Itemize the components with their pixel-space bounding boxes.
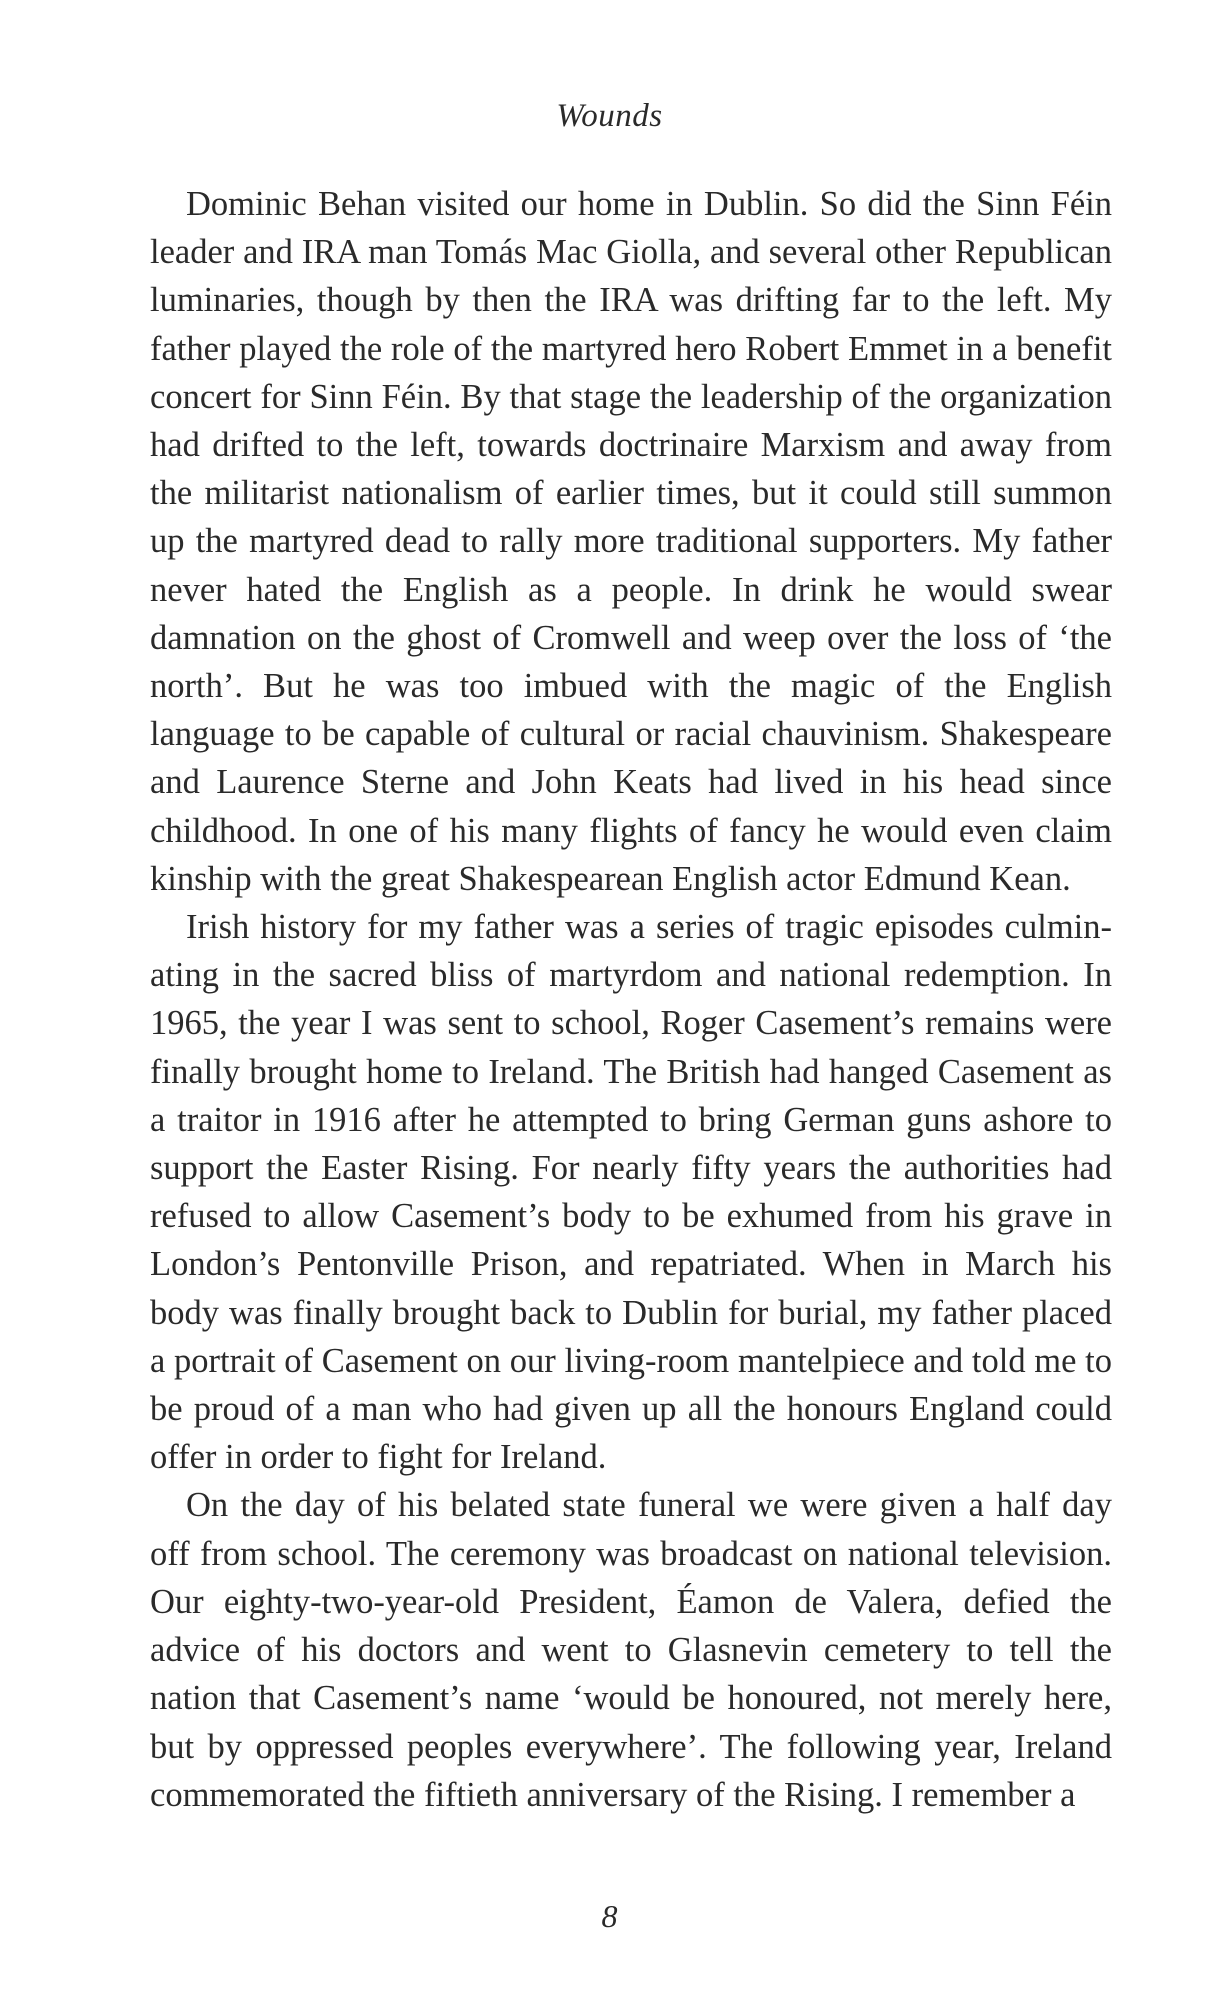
paragraph-3: On the day of his belated state funeral we were given a half day off from school. The ceremony was broadcast on national television. Our eighty-two-year-old President, Éamon de Valera, defied the advice of his doctors and went to Glasnevin cemetery to tell the nation that Casement’s name ‘would be honoured, not merely here, but by oppressed peoples everywhere’. The following year, Ireland commemorated the fiftieth anniversary of the Rising. I remember a: [150, 1486, 1112, 1814]
paragraph-2: Irish history for my father was a series of tragic episodes culminating in the sacred bliss of martyrdom and national redemption. In 1965, the year I was sent to school, Roger Casement’s remains were finally brought home to Ireland. The British had hanged Casement as a traitor in 1916 after he attempted to bring German guns ashore to support the Easter Rising. For nearly fifty years the authorities had refused to allow Casement’s body to be exhumed from his grave in London’s Pentonville Prison, and repatriated. When in March his body was finally brought back to Dublin for burial, my father placed a portrait of Casement on our living-room mantelpiece and told me to be proud of a man who had given up all the honours England could offer in order to fight for Ireland.: [150, 908, 1112, 1477]
paragraph-1: Dominic Behan visited our home in Dublin. So did the Sinn Féin leader and IRA man Tomás Mac Giolla, and several other Republican luminaries, though by then the IRA was drifting far to the left. My father played the role of the martyred hero Robert Emmet in a benefit concert for Sinn Féin. By that stage the leadership of the organization had drifted to the left, towards doctrinaire Marxism and away from the militarist nationalism of earlier times, but it could still summon up the martyred dead to rally more traditional supporters. My father never hated the English as a people. In drink he would swear damnation on the ghost of Cromwell and weep over the loss of ‘the north’. But he was too imbued with the magic of the English language to be capable of cultural or racial chauvinism. Shakespeare and Laurence Sterne and John Keats had lived in his head since childhood. In one of his many flights of fancy he would even claim kinship with the great Shakespearean English actor Edmund Kean.: [150, 185, 1112, 898]
running-head: Wounds: [556, 98, 663, 134]
page-number: 8: [601, 1898, 618, 1934]
body-text: [150, 180, 1112, 1819]
